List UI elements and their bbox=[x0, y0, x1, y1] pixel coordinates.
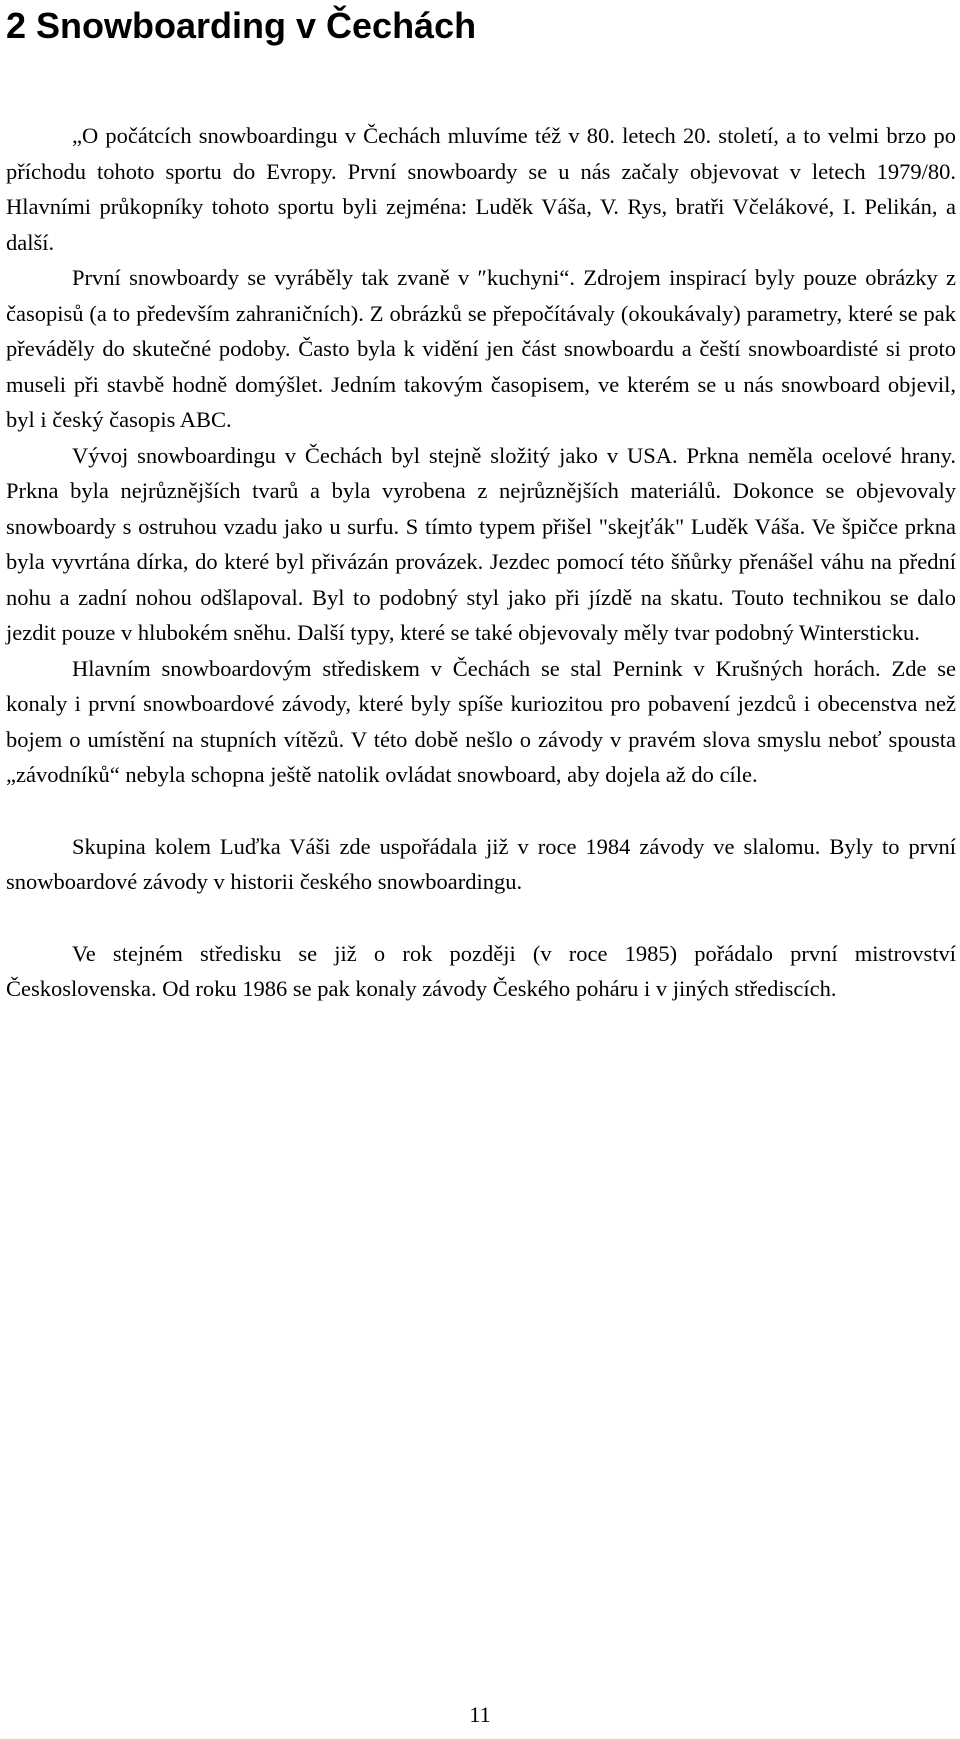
paragraph-origins: „O počátcích snowboardingu v Čechách mluvíme též v 80. letech 20. století, a to velmi brzo po příchodu tohoto sportu do Evropy. První snowboardy se u nás začaly objevovat v letech 1979/80. Hlavními průkopníky tohoto sportu byli zejména: Luděk Váša, V. Rys, bratři Včelákové, I. Pelikán, a další. bbox=[6, 123, 956, 255]
paragraph-slalom-1984: Skupina kolem Luďka Váši zde uspořádala již v roce 1984 závody ve slalomu. Byly to první snowboardové závody v historii českého snowboardingu. bbox=[6, 833, 956, 894]
paragraph-pernink: Hlavním snowboardovým střediskem v Čechách se stal Pernink v Krušných horách. Zde se konaly i první snowboardové závody, které byly spíše kuriozitou pro pobavení jezdců i obecenstva než bojem o umístění na stupních vítězů. V této době nešlo o závody v pravém slova smyslu neboť spousta „závodníků“ nebyla schopna ještě natolik ovládat snowboard, aby dojela až do cíle. bbox=[6, 655, 956, 787]
paragraph-championship-1985: Ve stejném středisku se již o rok později (v roce 1985) pořádalo první mistrovství Československa. Od roku 1986 se pak konaly závody Českého poháru i v jiných střediscích. bbox=[6, 940, 956, 1001]
paragraph-first-boards: První snowboardy se vyráběly tak zvaně v ″kuchyni“. Zdrojem inspirací byly pouze obrázky z časopisů (a to především zahraničních). Z obrázků se přepočítávaly (okoukávaly) parametry, které se pak převáděly do skutečné podoby. Často byla k vidění jen část snowboardu a čeští snowboardisté si proto museli při stavbě hodně domýšlet. Jedním takovým časopisem, ve kterém se u nás snowboard objevil, byl i český časopis ABC. bbox=[6, 265, 956, 432]
paragraph-gap bbox=[6, 900, 956, 936]
chapter-body bbox=[6, 118, 956, 1007]
paragraph-gap bbox=[6, 793, 956, 829]
chapter-heading: 2 Snowboarding v Čechách bbox=[6, 5, 477, 46]
page-number: 11 bbox=[469, 1702, 491, 1727]
paragraph-development: Vývoj snowboardingu v Čechách byl stejně složitý jako v USA. Prkna neměla ocelové hrany. Prkna byla nejrůznějších tvarů a byla vyrobena z nejrůznějších materiálů. Dokonce se objevovaly snowboardy s ostruhou vzadu jako u surfu. S tímto typem přišel "skejťák" Luděk Váša. Ve špičce prkna byla vyvrtána dírka, do které byl přivázán provázek. Jezdec pomocí této šňůrky přenášel váhu na přední nohu a zadní nohou odšlapoval. Byl to podobný styl jako při jízdě na skatu. Touto technikou se dalo jezdit pouze v hlubokém sněhu. Další typy, které se také objevovaly měly tvar podobný Wintersticku. bbox=[6, 442, 956, 645]
